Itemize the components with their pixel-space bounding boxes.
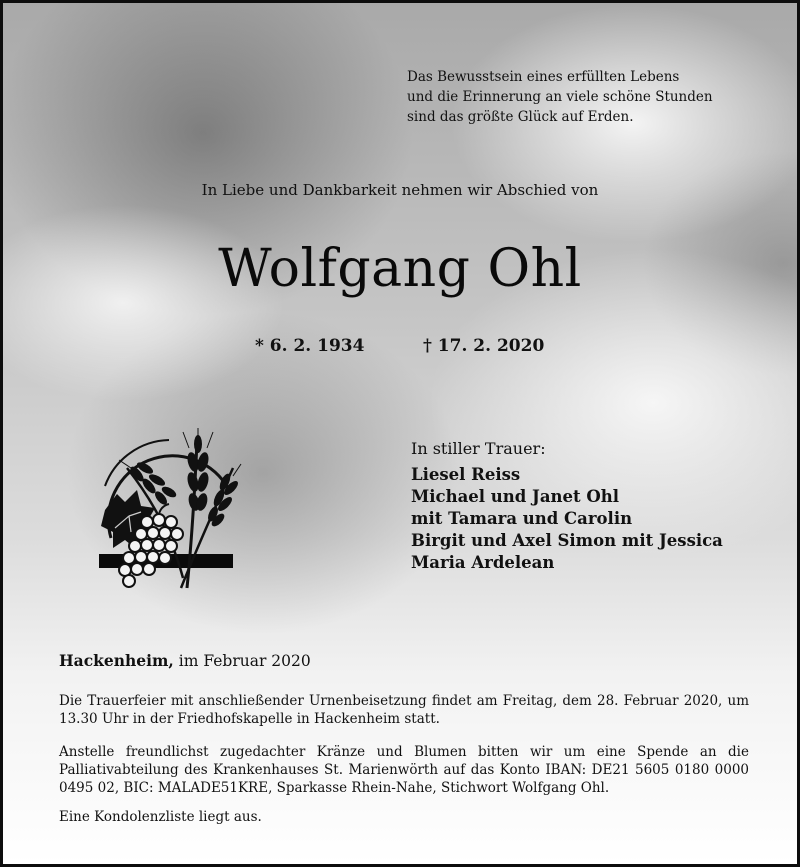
- condolence-list-note: Eine Kondolenzliste liegt aus.: [59, 809, 262, 825]
- birth-date: * 6. 2. 1934: [255, 336, 365, 356]
- quote-line: und die Erinnerung an viele schöne Stunden: [407, 89, 713, 105]
- intro-line: In Liebe und Dankbarkeit nehmen wir Abschied von: [201, 181, 599, 199]
- grapes-and-wheat-icon: [97, 428, 243, 594]
- mourner-name: Michael und Janet Ohl: [411, 487, 620, 506]
- place-name: Hackenheim,: [59, 651, 174, 670]
- quote-line: sind das größte Glück auf Erden.: [407, 109, 634, 125]
- death-date: † 17. 2. 2020: [423, 336, 545, 356]
- mourner-name: Birgit und Axel Simon mit Jessica: [411, 531, 723, 550]
- mourner-name: Maria Ardelean: [411, 553, 555, 572]
- mourner-name: Liesel Reiss: [411, 465, 521, 484]
- mourners-list: [411, 464, 723, 574]
- epigraph-quote: [407, 67, 767, 127]
- quote-line: Das Bewusstsein eines erfüllten Lebens: [407, 69, 680, 85]
- place-date-line: [59, 651, 311, 670]
- donation-info-paragraph: Anstelle freundlichst zugedachter Kränze und Blumen bitten wir um eine Spende an die Palliativabteilung des Krankenhauses St. Marienwörth auf das Konto IBAN: DE21 5605 0180 0000 0495 02, BIC: MALADE51KRE, Sparkasse Rhein-Nahe, Stichwort Wolfgang Ohl.: [59, 744, 749, 796]
- notice-date: im Februar 2020: [173, 652, 311, 670]
- mourning-label: In stiller Trauer:: [411, 439, 546, 458]
- funeral-info-paragraph: Die Trauerfeier mit anschließender Urnenbeisetzung findet am Freitag, dem 28. Februar 2020, um 13.30 Uhr in der Friedhofskapelle in Hackenheim statt.: [59, 693, 749, 727]
- deceased-name: Wolfgang Ohl: [218, 239, 582, 299]
- mourner-name: mit Tamara und Carolin: [411, 509, 633, 528]
